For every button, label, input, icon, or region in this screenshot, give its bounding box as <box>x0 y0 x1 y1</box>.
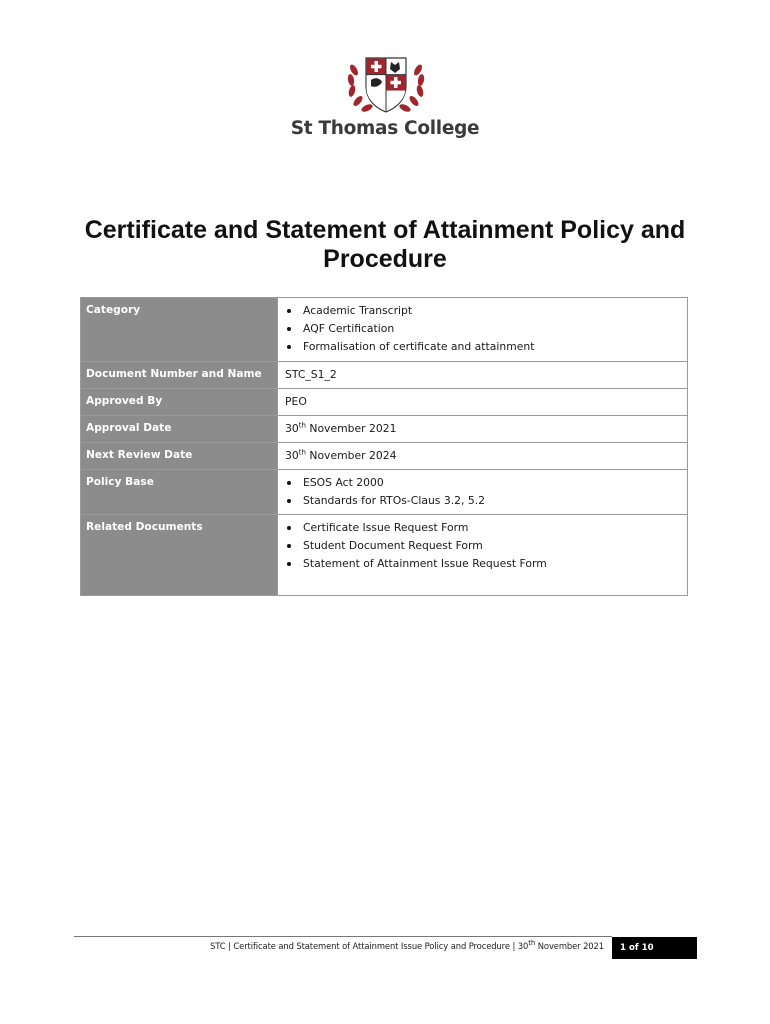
footer-text-sup: th <box>528 939 536 948</box>
list-item: Academic Transcript <box>285 304 681 322</box>
approval-date-day: 30 <box>285 422 299 435</box>
footer-text <box>74 941 604 951</box>
footer-divider <box>74 936 612 937</box>
document-number-label: Document Number and Name <box>81 362 278 389</box>
list-item: Standards for RTOs-Claus 3.2, 5.2 <box>285 494 681 512</box>
table-row-next-review-date <box>81 443 688 470</box>
policy-base-label: Policy Base <box>81 470 278 515</box>
approval-date-value <box>278 416 688 443</box>
policy-base-value <box>278 470 688 515</box>
related-documents-list <box>285 521 681 575</box>
next-review-date-value <box>278 443 688 470</box>
next-review-date-rest: November 2024 <box>305 449 397 462</box>
list-item: AQF Certification <box>285 322 681 340</box>
policy-base-list <box>285 476 681 512</box>
category-label: Category <box>81 298 278 362</box>
next-review-date-suffix: th <box>298 448 306 457</box>
next-review-date-label: Next Review Date <box>81 443 278 470</box>
college-crest-logo <box>344 52 428 116</box>
table-row-document-number <box>81 362 688 389</box>
approval-date-suffix: th <box>298 421 306 430</box>
category-value <box>278 298 688 362</box>
approved-by-value: PEO <box>278 389 688 416</box>
table-row-category <box>81 298 688 362</box>
related-documents-label: Related Documents <box>81 515 278 596</box>
document-number-value: STC_S1_2 <box>278 362 688 389</box>
category-list <box>285 304 681 358</box>
approval-date-rest: November 2021 <box>305 422 397 435</box>
approved-by-label: Approved By <box>81 389 278 416</box>
footer-text-prefix: STC | Certificate and Statement of Attainment Issue Policy and Procedure | 30 <box>210 941 529 951</box>
list-item: Student Document Request Form <box>285 539 681 557</box>
college-name: St Thomas College <box>290 118 480 139</box>
table-row-approved-by <box>81 389 688 416</box>
document-title <box>60 216 710 274</box>
list-item: Formalisation of certificate and attainment <box>285 340 681 358</box>
document-title-line-1: Certificate and Statement of Attainment Policy and <box>84 216 686 244</box>
related-documents-value <box>278 515 688 596</box>
next-review-date-day: 30 <box>285 449 299 462</box>
table-row-approval-date <box>81 416 688 443</box>
table-row-policy-base <box>81 470 688 515</box>
document-metadata-table <box>80 297 688 596</box>
footer-text-suffix: November 2021 <box>535 941 604 951</box>
list-item: Certificate Issue Request Form <box>285 521 681 539</box>
table-row-related-documents <box>81 515 688 596</box>
page-number-badge: 1 of 10 <box>612 937 697 959</box>
document-title-line-2: Procedure <box>323 245 447 273</box>
list-item: Statement of Attainment Issue Request Form <box>285 557 681 575</box>
approval-date-label: Approval Date <box>81 416 278 443</box>
list-item: ESOS Act 2000 <box>285 476 681 494</box>
